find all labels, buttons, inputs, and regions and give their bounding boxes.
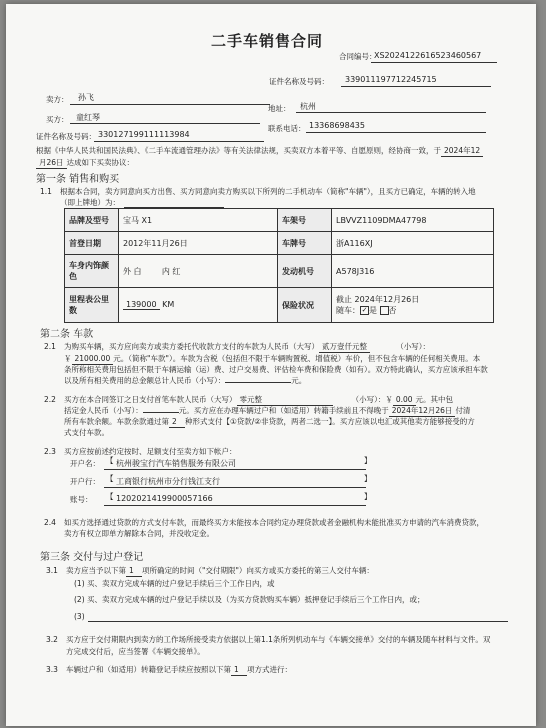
reg-date-label: 首登日期 [65,232,119,255]
insurance-no-checkbox[interactable] [380,306,389,315]
s2-2-c-num: 2 [169,417,185,428]
engine-value: A578J316 [332,255,494,288]
seller-id-label: 证件名称及号码： [269,77,329,86]
bank-acct-label: 账号： [70,495,93,504]
s2-1-amount-cn: 贰万壹仟元整 [319,342,370,353]
s2-1-amount: 21000.00 [72,354,114,365]
s2-4-num: 2.4 [44,518,56,527]
mileage-label: 里程表公里数 [65,288,119,323]
buyer-name: 童红琴 [76,113,100,122]
plate-value: 浙A116XJ [332,232,494,255]
intro-line-1: 根据《中华人民共和国民法典》、《二手车流通管理办法》等有关法律法规，买卖双方本着平等、自愿原则，经协商一致，于 2024年12 [36,146,483,157]
s1-1-text: 根据本合同，卖方同意向买方出售、买方同意向卖方购买以下所列的二手机动车（简称"车辆"），且买方已确定，车辆的转入地 [60,187,476,196]
section-1-heading: 第一条 销售和购买 [36,174,120,185]
s3-3-line-a: 车辆过户和（如适用）转籍登记手续应按照以下第 1 项方式进行： [66,665,292,674]
bank-holder: 杭州骏宝行汽车销售服务有限公司 [116,459,236,468]
buyer-id-label: 证件名称及号码： [36,132,96,141]
s3-2-line-a: 买方应于交付期限内到卖方的工作场所接受卖方依据以上第1.1条所列机动车与《车辆交接单》交付的车辆及随车材料与文件。双 [66,635,491,644]
s2-4-line-a: 如买方选择通过贷款的方式支付车款，而最终买方未能按本合同约定办理贷款或者金融机构未能批准买方申请的汽车消费贷款， [64,518,484,527]
s3-1-line-a: 卖方应当予以下第 1 项所确定的时间（"交付期限"）向买方或买方委托的第三人交付车辆： [66,566,374,575]
seller-label: 卖方： [46,95,69,104]
reg-date-value: 2012年11月26日 [119,232,278,255]
s2-1-line-b: ￥ 21000.00 元。（简称"车款"）。车款为含税（包括但不限于车辆购置税、增值税）车价，但不包含车辆的任何相关费用。本 [64,354,481,363]
mileage-value: 139000 KM [119,288,278,323]
vin-label: 车架号 [278,209,332,232]
vin-value: LBVVZ1109DMA47798 [332,209,494,232]
s2-2-date: 2024年12月26日 [389,406,456,417]
color-out: 外 白 [123,266,142,276]
insurance-deadline: 截止 2024年12月26日 [336,295,420,304]
s2-2-line-d: 式支付车款。 [64,428,109,437]
bank-holder-label: 开户名： [70,459,100,468]
s2-1-line-c: 条所称相关费用包括但不限于车辆运输（运）费、过户交易费、评估检车费和保险费（如有）。双方特此确认，买方应该承担车款 [64,365,488,374]
s2-1-num: 2.1 [44,342,56,351]
s2-2-num: 2.2 [44,395,56,404]
address: 杭州 [300,102,316,111]
s2-2-line-c: 所有车款余额。车款余款通过第 2 种形式支付【①贷款/②非贷款，两者二选一】。买方应该以电汇或其他卖方能够接受的方 [64,417,475,426]
s2-1-line-d: 以及所有相关费用的总金额总计人民币（小写）： 元。 [64,376,307,385]
contract-title: 二手车销售合同 [211,32,324,50]
s2-4-line-b: 卖方有权立即单方解除本合同，并没收定金。 [64,529,214,538]
engine-label: 发动机号 [278,255,332,288]
mileage-number: 139000 [123,300,160,310]
bank-acct: 1202021419900057166 [116,494,213,503]
s3-3-val: 1 [231,665,247,676]
insurance-value: 截止 2024年12月26日 随车： ✓ 是 否 [332,288,494,323]
s2-3-line-a: 买方应按前述约定按时、足额支付至卖方如下帐户： [64,447,237,456]
s3-1-num: 3.1 [46,566,58,575]
contract-page: 二手车销售合同 合同编号： XS20241226165234605​67 卖方： 孙飞 证件名称及号码： 339011197712245715 买方： 童红琴 地址： 杭州 联系电话： 13368698435 证件名称及号码： 330127199111113984 根据《中华人民共和国民法典》、《二手车流通管理办法》等有关法律法规，买卖双方本着平等、自愿原则，经协商一致，于 2024年12 月26日 达成如下买卖协议： 第一条 销售和购买 1.1 根据本合同，卖方同意向买方出售、买方同意向卖方购买以下所列的二手机动车（简称"车辆"），且买方已确定，车辆的转入地 （即上牌地）为： 品牌及型号 宝马 X1 车架号 LBVVZ1109DMA47798 首登日期 2012年11月26日 车牌号 浙A116XJ 车身内饰颜色 外 白 内 红 发动机号 A578J316 里程表公里数 139000 KM 保险状况 截止 2024年12月26日 随车： ✓ 是 否 第二条 车款 2.1 为购买车辆，买方应向卖方或卖方委托代收款方支付的车款为人民币（大写） 贰万壹仟元整 （小写）： ￥ 21000.00 元。（简称"车款"）。车款为含税（包括但不限于车辆购置税、增值税）车价，但不包含车辆的任何相关费用。本 条所称相关费用包括但不限于车辆运输（运）费、过户交易费、评估检车费和保险费（如有）。双方特此确认，买方应该承担车款 以及所有相关费用的总金额总计人民币（小写）： 元。 2.2 买方在本合同签订之日支付首笔车款人民币（大写） 零元整 （小写）：￥ 0.00 元。其中包 括定金人民币（小写）： 元。买方应在办理车辆过户和（如适用）转籍手续前且不得晚于 2024年12月26日 付清 所有车款余额。车款余款通过第 2 种形式支付【①贷款/②非贷款，两者二选一】。买方应该以电汇或其他卖方能够接受的方 式支付车款。 2.3 买方应按前述约定按时、足额支付至卖方如下帐户： 开户名： 【 杭州骏宝行汽车销售服务有限公司 】 开户行： 【 工商银行杭州市分行钱江支行 】 账号： 【 1202021419900057166 】 2.4 如买方选择通过贷款的方式支付车款，而最终买方未能按本合同约定办理贷款或者金融机构未能批准买方申请的汽车消费贷款， 卖方有权立即单方解除本合同，并没收定金。 第三条 交付与过户登记 3.1 卖方应当予以下第 1 项所确定的时间（"交付期限"）向买方或买方委托的第三人交付车辆： (1) 买、卖双方完成车辆的过户登记手续后三个工作日内，或 (2) 买、卖双方完成车辆的过户登记手续以及（为买方贷款购买车辆）抵押登记手续后三个工作日内，或； (3) 3.2 买方应于交付期限内到卖方的工作场所接受卖方依据以上第1.1条所列机动车与《车辆交接单》交付的车辆及随车材料与文件。双 方完成交付后，应当签署《车辆交接单》。 3.3 车辆过户和（如适用）转籍登记手续应按照以下第 1 项方式进行： [6,4,536,726]
s2-1-line-a: 为购买车辆，买方应向卖方或卖方委托代收款方支付的车款为人民币（大写） 贰万壹仟元整 （小写）： [64,342,430,351]
phone-label: 联系电话： [268,124,306,133]
intro-line-2: 月26日 达成如下买卖协议： [36,158,134,169]
buyer-label: 买方： [46,115,69,124]
insurance-label: 保险状况 [278,288,332,323]
s3-3-num: 3.3 [46,665,58,674]
section-2-heading: 第二条 车款 [40,329,94,340]
address-label: 地址： [268,104,291,113]
s1-1-text2: （即上牌地）为： [60,198,120,207]
s3-1-opt3: (3) [74,612,85,621]
color-value [119,255,278,288]
s2-2-amount: 0.00 [393,395,416,406]
s2-3-num: 2.3 [44,447,56,456]
seller-name: 孙飞 [78,93,94,102]
s3-2-line-b: 方完成交付后，应当签署《车辆交接单》。 [66,647,205,656]
s3-1-opt2: (2) 买、卖双方完成车辆的过户登记手续以及（为买方贷款购买车辆）抵押登记手续后三个工作日内，或； [74,595,425,604]
s3-2-num: 3.2 [46,635,58,644]
contract-no-label: 合同编号： [339,52,377,61]
color-in: 内 红 [161,266,181,276]
vehicle-info-table [64,208,494,323]
contract-no: XS20241226165234605​67 [374,51,482,60]
color-label: 车身内饰颜色 [65,255,119,288]
buyer-id: 330127199111113984 [98,130,190,139]
intro-date: 2024年12 [441,146,483,157]
brand-label: 品牌及型号 [65,209,119,232]
bank-name: 工商银行杭州市分行钱江支行 [116,477,220,486]
section-3-heading: 第三条 交付与过户登记 [40,552,144,563]
s2-2-line-a: 买方在本合同签订之日支付首笔车款人民币（大写） 零元整 （小写）：￥ 0.00 元。其中包 [64,395,454,404]
plate-label: 车牌号 [278,232,332,255]
s2-2-amount-cn: 零元整 [237,395,333,406]
seller-id: 339011197712245715 [345,75,437,84]
s3-1-num-val: 1 [126,566,142,577]
s2-2-line-b: 括定金人民币（小写）： 元。买方应在办理车辆过户和（如适用）转籍手续前且不得晚于 2024年12月26日 付清 [64,406,471,415]
s1-1-num: 1.1 [40,187,52,196]
intro-date2: 月26日 [36,158,67,169]
s3-1-opt1: (1) 买、卖双方完成车辆的过户登记手续后三个工作日内，或 [74,579,275,588]
brand-value: 宝马 X1 [119,209,278,232]
phone: 13368698435 [309,121,365,130]
insurance-yes-checkbox[interactable]: ✓ [361,306,368,314]
bank-name-label: 开户行： [70,477,100,486]
